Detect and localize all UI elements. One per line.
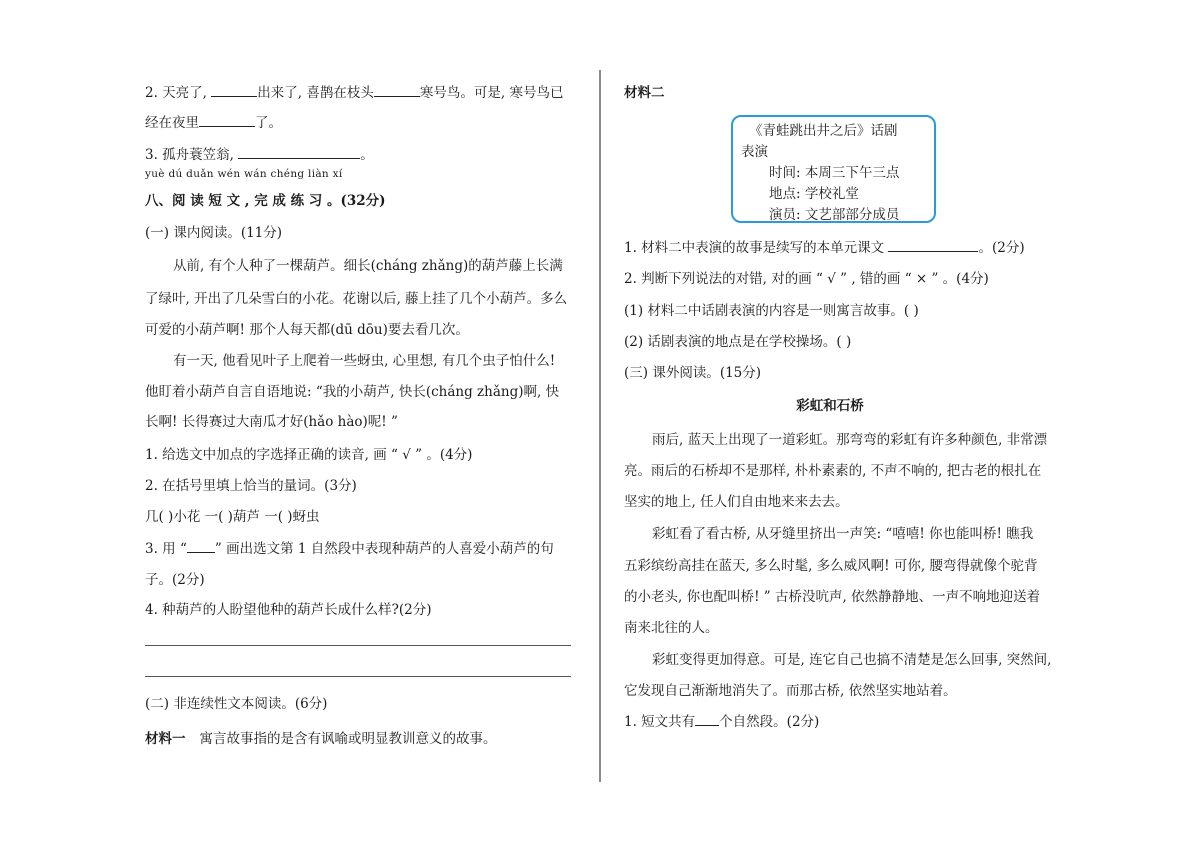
material-1: 材料一 寓言故事指的是含有讽喻或明显教训意义的故事。: [145, 731, 497, 747]
subsection-1-heading: (一) 课内阅读。(11分): [145, 225, 283, 241]
fill-question-3: 3. 孤舟蓑笠翁, 。: [145, 143, 374, 163]
r-question-2-2: (2) 话剧表演的地点是在学校操场。( ): [624, 334, 852, 350]
story-line: 南来北往的人。: [624, 620, 719, 636]
column-divider: [599, 70, 601, 782]
subsection-3-heading: (三) 课外阅读。(15分): [624, 365, 762, 381]
story-line: 亮。雨后的石桥却不是那样, 朴朴素素的, 不声不响的, 把古老的根扎在: [624, 463, 1042, 479]
r-question-3: 1. 短文共有 个自然段。(2分): [624, 710, 819, 730]
passage-line: 他盯着小葫芦自言自语地说: “我的小葫芦, 快长(cháng zhǎng)啊, 快: [145, 384, 560, 400]
question-1: 1. 给选文中加点的字选择正确的读音, 画 “ √ ” 。(4分): [145, 447, 473, 463]
story-line: 坚实的地上, 任人们自由地来来去去。: [624, 494, 849, 510]
notice-place: 地点: 学校礼堂: [769, 186, 859, 202]
story-line: 它发现自己渐渐地消失了。而那古桥, 依然坚实地站着。: [624, 683, 957, 699]
passage-line: 长啊! 长得赛过大南瓜才好(hǎo hào)呢! ”: [145, 414, 398, 430]
story-line: 的小老头, 你也配叫桥! ” 古桥没吭声, 依然静静地、一声不响地迎送着: [624, 589, 1041, 605]
question-2: 2. 在括号里填上恰当的量词。(3分): [145, 478, 357, 494]
answer-blank[interactable]: [187, 538, 215, 553]
passage-line: 可爱的小葫芦啊! 那个人每天都(dū dōu)要去看几次。: [145, 322, 469, 338]
question-2-fill: 几( )小花 一( )葫芦 一( )蚜虫: [145, 509, 320, 525]
fill-question-2: 2. 天亮了, 出来了, 喜鹊在枝头 寒号鸟。可是, 寒号鸟已: [145, 81, 563, 101]
fill-question-2-cont: 经在夜里 了。: [145, 111, 282, 131]
story-line: 彩虹看了看古桥, 从牙缝里挤出一声笑: “嘻嘻! 你也能叫桥! 瞧我: [652, 526, 1034, 542]
answer-blank[interactable]: [199, 112, 255, 127]
answer-blank[interactable]: [238, 144, 360, 159]
answer-blank[interactable]: [888, 237, 978, 252]
notice-title-cont: 表演: [741, 144, 768, 160]
answer-line[interactable]: [145, 676, 571, 677]
story-line: 彩虹变得更加得意。可是, 连它自己也搞不清楚是怎么回事, 突然间,: [652, 652, 1052, 668]
section-8-heading: 八、阅 读 短 文 , 完 成 练 习 。(32分): [145, 193, 386, 209]
answer-blank[interactable]: [695, 711, 719, 726]
answer-blank[interactable]: [374, 82, 420, 97]
story-title: 彩虹和石桥: [796, 398, 864, 414]
question-3: 3. 用 “ ” 画出选文第 1 自然段中表现种葫芦的人喜爱小葫芦的句: [145, 537, 554, 557]
notice-title: 《青蛙跳出井之后》话剧: [749, 123, 898, 139]
r-question-2-1: (1) 材料二中话剧表演的内容是一则寓言故事。( ): [624, 303, 919, 319]
passage-line: 从前, 有个人种了一棵葫芦。细长(cháng zhǎng)的葫芦藤上长满: [173, 258, 563, 274]
r-question-2: 2. 判断下列说法的对错, 对的画 “ √ ” , 错的画 “ × ” 。(4分): [624, 271, 989, 287]
notice-cast: 演员: 文艺部部分成员: [769, 207, 900, 223]
r-question-1: 1. 材料二中表演的故事是续写的本单元课文 。(2分): [624, 236, 1025, 256]
section-pinyin: yuè dú duǎn wén wán chéng liàn xí: [145, 168, 343, 180]
subsection-2-heading: (二) 非连续性文本阅读。(6分): [145, 696, 328, 712]
question-3-cont: 子。(2分): [145, 572, 205, 588]
answer-line[interactable]: [145, 645, 571, 646]
answer-blank[interactable]: [211, 82, 257, 97]
passage-line: 有一天, 他看见叶子上爬着一些蚜虫, 心里想, 有几个虫子怕什么!: [173, 353, 556, 369]
passage-line: 了绿叶, 开出了几朵雪白的小花。花谢以后, 藤上挂了几个小葫芦。多么: [145, 291, 568, 307]
play-notice-box: [731, 115, 936, 223]
story-line: 雨后, 蓝天上出现了一道彩虹。那弯弯的彩虹有许多种颜色, 非常漂: [652, 432, 1048, 448]
story-line: 五彩缤纷高挂在蓝天, 多么时髦, 多么威风啊! 可你, 腰弯得就像个驼背: [624, 558, 1038, 574]
question-4: 4. 种葫芦的人盼望他种的葫芦长成什么样?(2分): [145, 602, 432, 618]
notice-time: 时间: 本周三下午三点: [769, 165, 900, 181]
material-2-label: 材料二: [624, 85, 665, 101]
